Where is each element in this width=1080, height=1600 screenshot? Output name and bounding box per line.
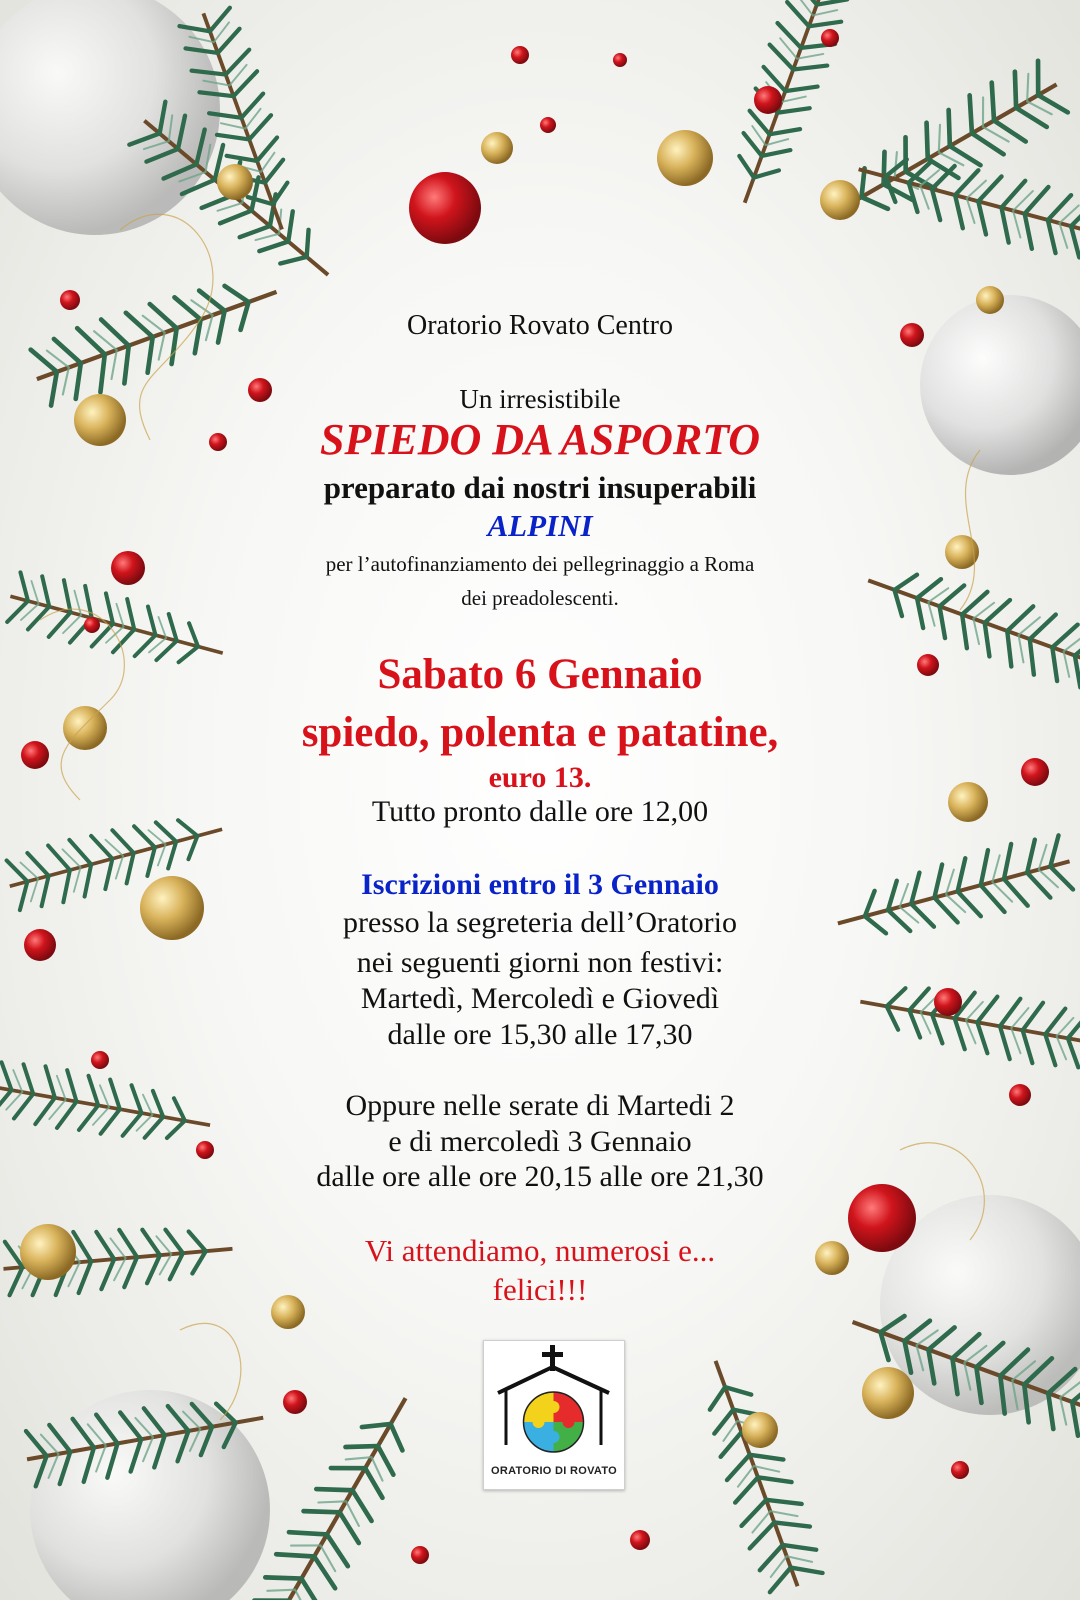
purpose-line-2: dei preadolescenti.: [461, 586, 619, 610]
closing-line-1: Vi attendiamo, numerosi e...: [364, 1233, 716, 1268]
prepared-by-text: preparato dai nostri insuperabili: [323, 470, 757, 505]
menu-text: spiedo, polenta e patatine,: [301, 709, 779, 756]
registration-heading: Iscrizioni entro il 3 Gennaio: [361, 868, 719, 901]
evening-line: e di mercoledì 3 Gennaio: [388, 1125, 692, 1158]
organizer-name: Oratorio Rovato Centro: [407, 310, 673, 341]
church-puzzle-logo-icon: [484, 1341, 624, 1465]
evening-line: dalle ore alle ore 20,15 alle ore 21,30: [316, 1160, 764, 1193]
price-text: euro 13.: [488, 761, 592, 794]
closing-line-2: felici!!!: [492, 1272, 588, 1307]
registration-line: presso la segreteria dell’Oratorio: [343, 906, 737, 939]
registration-line: dalle ore 15,30 alle 17,30: [387, 1018, 693, 1051]
oratorio-logo: [483, 1340, 625, 1490]
event-title: SPIEDO DA ASPORTO: [319, 415, 761, 464]
purpose-line-1: per l’autofinanziamento dei pellegrinaggio a Roma: [325, 552, 755, 576]
ready-time-text: Tutto pronto dalle ore 12,00: [371, 795, 709, 828]
event-date: Sabato 6 Gennaio: [377, 651, 703, 698]
logo-text: ORATORIO DI ROVATO: [491, 1465, 617, 1477]
registration-line: nei seguenti giorni non festivi:: [356, 946, 724, 979]
evening-line: Oppure nelle serate di Martedi 2: [345, 1089, 735, 1122]
intro-text: Un irresistibile: [459, 384, 621, 414]
registration-line: Martedì, Mercoledì e Giovedì: [360, 982, 720, 1015]
chefs-name: ALPINI: [487, 508, 593, 543]
